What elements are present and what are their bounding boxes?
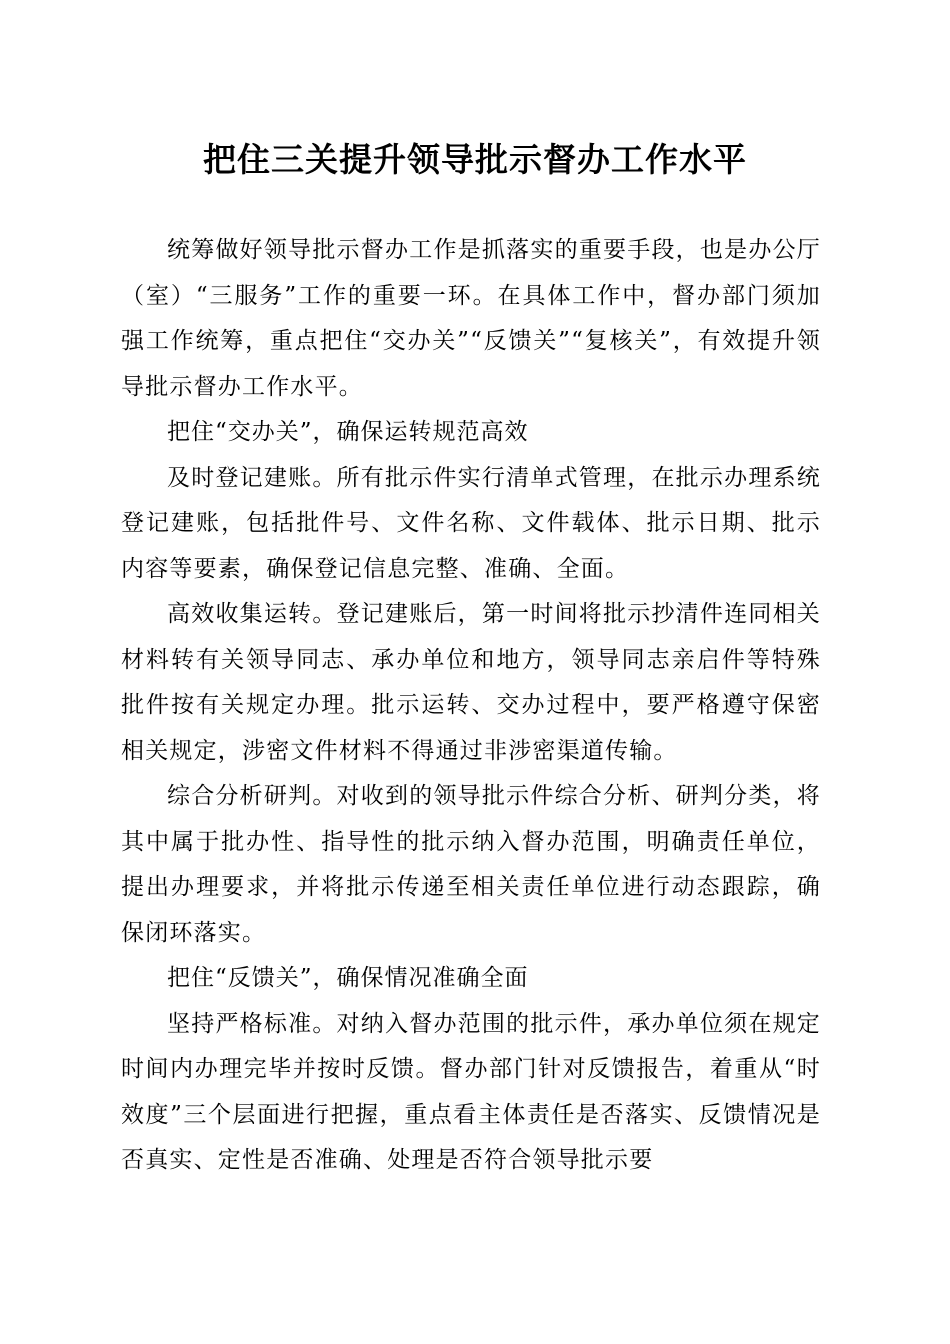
document-title: 把住三关提升领导批示督办工作水平	[203, 140, 747, 179]
section-heading-handover: 把住“交办关”，确保运转规范高效	[167, 419, 529, 445]
paragraph-analysis: 综合分析研判。对收到的领导批示件综合分析、研判分类，将其中属于批办性、指导性的批示纳入督办范围，明确责任单位，提出办理要求，并将批示传递至相关责任单位进行动态跟踪，确保闭环落实。	[121, 783, 821, 946]
paragraph-standards: 坚持严格标准。对纳入督办范围的批示件，承办单位须在规定时间内办理完毕并按时反馈。督办部门针对反馈报告，着重从“时效度”三个层面进行把握，重点看主体责任是否落实、反馈情况是否真实、定性是否准确、处理是否符合领导批示要	[121, 1010, 821, 1173]
paragraph-circulation: 高效收集运转。登记建账后，第一时间将批示抄清件连同相关材料转有关领导同志、承办单位和地方，领导同志亲启件等特殊批件按有关规定办理。批示运转、交办过程中，要严格遵守保密相关规定，涉密文件材料不得通过非涉密渠道传输。	[121, 601, 821, 764]
intro-paragraph: 统筹做好领导批示督办工作是抓落实的重要手段，也是办公厅（室）“三服务”工作的重要一环。在具体工作中，督办部门须加强工作统筹，重点把住“交办关”“反馈关”“复核关”，有效提升领导批示督办工作水平。	[121, 237, 821, 400]
section-heading-feedback: 把住“反馈关”，确保情况准确全面	[167, 965, 529, 991]
paragraph-registration: 及时登记建账。所有批示件实行清单式管理，在批示办理系统登记建账，包括批件号、文件名称、文件载体、批示日期、批示内容等要素，确保登记信息完整、准确、全面。	[121, 464, 821, 582]
document-body	[121, 228, 821, 1184]
